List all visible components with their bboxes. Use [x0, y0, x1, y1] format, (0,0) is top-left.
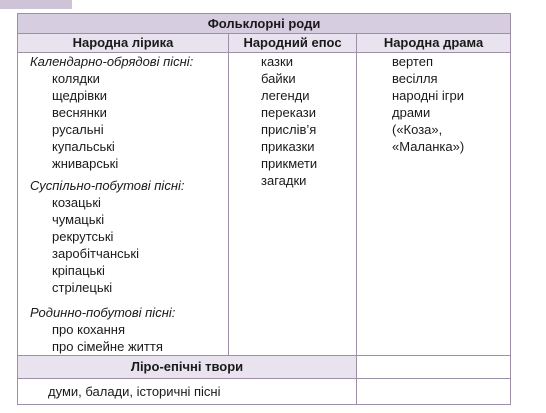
drama-cell — [357, 53, 511, 356]
list-item: драми — [392, 105, 431, 120]
list-item: заробітчанські — [52, 246, 139, 261]
list-item: народні ігри — [392, 88, 464, 103]
list-item: стрілецькі — [52, 280, 113, 295]
list-item: приказки — [261, 139, 315, 154]
list-item: чумацькі — [52, 212, 105, 227]
list-item: прикмети — [261, 156, 318, 171]
empty-cell — [357, 379, 511, 405]
list-item: щедрівки — [52, 88, 108, 103]
lyric-cell — [18, 53, 229, 356]
lyro-epic-heading: Ліро-епічні твори — [18, 356, 357, 379]
list-item: перекази — [261, 105, 317, 120]
top-page-strip — [0, 0, 546, 9]
list-item: легенди — [261, 88, 310, 103]
empty-cell — [357, 356, 511, 379]
list-item: колядки — [52, 71, 100, 86]
lyric-group-family — [18, 304, 228, 355]
group-heading: Календарно-обрядові пісні: — [30, 54, 194, 69]
table-title-row — [18, 14, 511, 34]
list-item: прислів’я — [261, 122, 317, 137]
group-heading: Родинно-побутові пісні: — [30, 305, 176, 320]
lyric-group-calendar — [18, 53, 228, 172]
column-header-epic: Народний епос — [229, 34, 357, 53]
list-item: вертеп — [392, 54, 434, 69]
list-item: «Маланка») — [392, 139, 465, 154]
folklore-genres-table — [17, 13, 511, 405]
lyric-group-social — [18, 177, 228, 296]
lyro-epic-text: думи, балади, історичні пісні — [48, 384, 221, 399]
list-item: про сімейне життя — [52, 339, 163, 354]
list-item: русальні — [52, 122, 104, 137]
lyro-epic-header-row — [18, 356, 511, 379]
page-corner-accent — [0, 0, 72, 9]
column-header-drama: Народна драма — [357, 34, 511, 53]
column-header-lyric: Народна лірика — [18, 34, 229, 53]
list-item: купальські — [52, 139, 115, 154]
table-title: Фольклорні роди — [18, 14, 511, 34]
list-item: весілля — [392, 71, 438, 86]
list-item: («Коза», — [392, 122, 443, 137]
list-item: байки — [261, 71, 296, 86]
list-item: веснянки — [52, 105, 107, 120]
lyro-epic-cell — [18, 379, 357, 405]
list-item: козацькі — [52, 195, 101, 210]
group-heading: Суспільно-побутові пісні: — [30, 178, 185, 193]
list-item: рекрутські — [52, 229, 114, 244]
list-item: жниварські — [52, 156, 119, 171]
list-item: про кохання — [52, 322, 126, 337]
lyro-epic-row — [18, 379, 511, 405]
genres-body-row — [18, 53, 511, 356]
list-item: загадки — [261, 173, 307, 188]
column-header-row — [18, 34, 511, 53]
list-item: казки — [261, 54, 293, 69]
cropped-text-fragment — [150, 0, 380, 4]
list-item: кріпацькі — [52, 263, 105, 278]
epic-cell — [229, 53, 357, 356]
